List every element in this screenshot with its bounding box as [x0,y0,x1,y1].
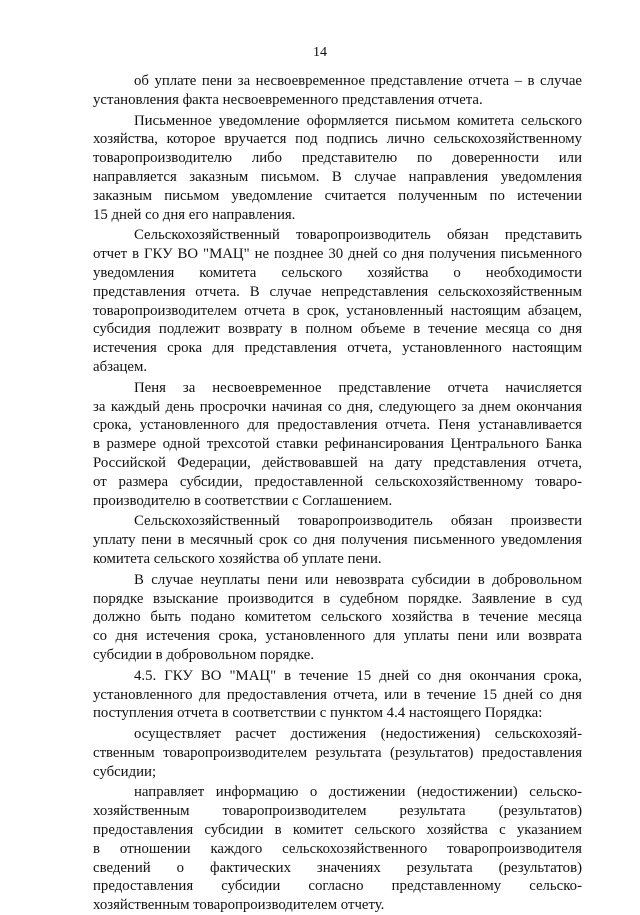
text-line: поступления отчета в соответствии с пунктом 4.4 настоящего Порядка: [93,705,543,722]
text-line: срока, установленного для предоставления отчета. Пеня устанавливается [93,417,582,434]
text-line: товаропроизводителем отчета в срок, установленный настоящим абзацем, [93,302,582,319]
text-line: комитета сельского хозяйства об уплате пени. [93,550,382,567]
text-line: в размере одной трехсотой ставки рефинансирования Центрального Банка [93,436,582,453]
text-line: заказным письмом уведомление считается полученным по истечении [93,187,582,204]
text-line: ственным товаропроизводителем результата (результатов) предоставления [93,744,582,761]
text-line: со дня истечения срока, установленного для уплаты пени или возврата [93,628,582,645]
text-line: производителю в соответствии с Соглашением. [93,492,393,509]
document-body [93,72,582,915]
text-line: представления отчета. В случае непредставления сельскохозяйственным [93,283,582,300]
text-line: хозяйственным товаропроизводителем результата (результатов) [93,803,582,820]
text-line: отчет в ГКУ ВО "МАЦ" не позднее 30 дней со дня получения письменного [93,246,582,263]
text-line: об уплате пени за несвоевременное представление отчета – в случае [134,73,582,89]
text-line: установленного для предоставления отчета, или в течение 15 дней со дня [93,686,582,703]
text-line: направляется заказным письмом. В случае направления уведомления [93,168,582,185]
text-line: предоставления субсидии в комитет сельского хозяйства с указанием [93,822,582,839]
paragraph [93,226,582,376]
text-line: абзацем. [93,358,148,375]
text-line: уведомления комитета сельского хозяйства о необходимости [93,264,582,281]
text-line: субсидия подлежит возврату в полном объеме в течение месяца со дня [93,321,582,338]
text-line: В случае неуплаты пени или невозврата субсидии в добровольном [134,571,582,588]
text-line: истечения срока для представления отчета, установленного настоящим [93,340,582,357]
text-line: уплату пени в месячный срок со дня получения письменного уведомления [93,532,582,549]
paragraph [93,725,582,781]
paragraph [93,512,582,568]
text-line: за каждый день просрочки начиная со дня, следующего за днем окончания [93,398,582,415]
text-line: Письменное уведомление оформляется письмом комитета сельского [134,112,582,129]
text-line: субсидии; [93,763,157,780]
text-line: осуществляет расчет достижения (недостижения) сельскохозяй- [134,726,582,743]
text-line: направляет информацию о достижении (недостижении) сельско- [134,784,582,801]
text-line: 15 дней со дня его направления. [93,206,296,223]
paragraph [93,571,582,665]
text-line: в отношении каждого сельскохозяйственного товаропроизводителя [93,840,582,857]
page-number: 14 [313,45,327,60]
text-line: установления факта несвоевременного представления отчета. [93,91,483,108]
text-line: хозяйства, которое вручается под подпись лично сельскохозяйственному [93,131,582,148]
paragraph [93,72,582,110]
text-line: товаропроизводителю либо представителю по доверенности или [93,150,582,167]
text-line: порядке взыскание производится в судебном порядке. Заявление в суд [93,590,582,607]
text-line: Российской Федерации, действовавшей на дату представления отчета, [93,454,582,471]
paragraph [93,667,582,723]
text-line: Сельскохозяйственный товаропроизводитель обязан представить [134,227,582,244]
text-line: сведений о фактических значениях результата (результатов) [93,859,582,876]
text-line: субсидии в добровольном порядке. [93,646,315,663]
paragraph [93,112,582,225]
text-line: предоставления субсидии согласно представленному сельско- [93,878,582,895]
text-line: Пеня за несвоевременное представление отчета начисляется [134,379,582,396]
text-line: Сельскохозяйственный товаропроизводитель обязан произвести [134,513,582,530]
paragraph [93,783,582,915]
text-line: 4.5. ГКУ ВО "МАЦ" в течение 15 дней со дня окончания срока, [134,667,582,684]
text-line: должно быть подано комитетом сельского хозяйства в течение месяца [93,609,582,626]
paragraph [93,379,582,511]
text-line: от размера субсидии, предоставленной сельскохозяйственному товаро- [93,473,582,490]
text-line: хозяйственным товаропроизводителем отчету. [93,897,385,914]
